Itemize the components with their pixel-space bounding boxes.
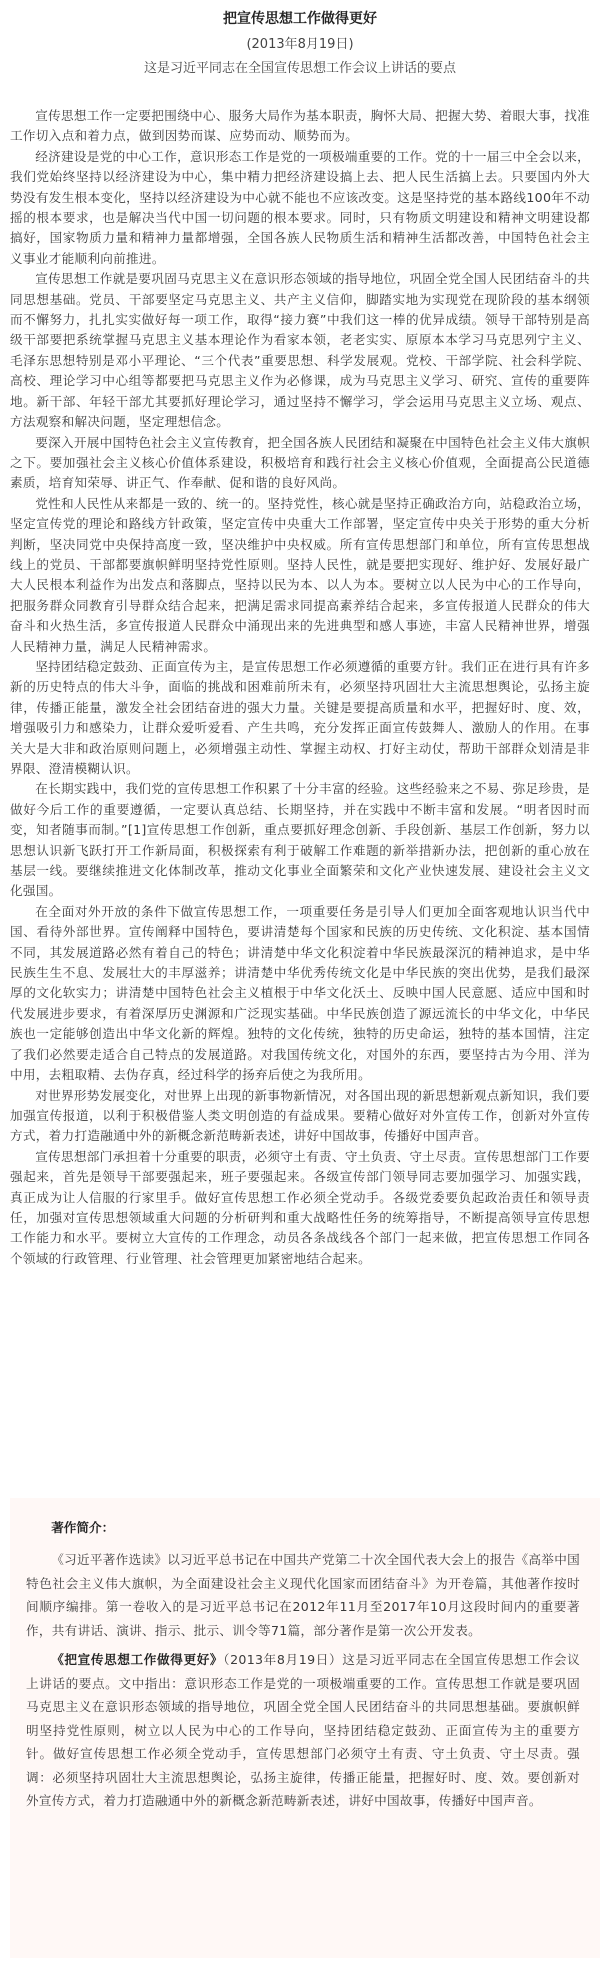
- intro-article-title: 《把宣传思想工作做得更好》: [51, 1652, 224, 1667]
- article-title: 把宣传思想工作做得更好: [223, 11, 377, 27]
- intro-heading: 著作简介：: [51, 1520, 115, 1535]
- article-subtitle: 这是习近平同志在全国宣传思想工作会议上讲话的要点: [143, 61, 456, 76]
- intro-paragraph: [26, 1648, 580, 1813]
- intro-paragraph: 《习近平著作选读》以习近平总书记在中国共产党第二十次全国代表大会上的报告《高举中国特色社会主义伟大旗帜，为全面建设社会主义现代化国家而团结奋斗》为开卷篇，其他著作按时间顺序编排。第一卷收入的是习近平总书记在2012年11月至2017年10月这段时间内的重要著作，共有讲话、演讲、指示、批示、训令等71篇，部分著作是第一次公开发表。: [26, 1552, 580, 1638]
- paragraph: 宣传思想工作就是要巩固马克思主义在意识形态领域的指导地位，巩固全党全国人民团结奋斗的共同思想基础。党员、干部要坚定马克思主义、共产主义信仰，脚踏实地为实现党在现阶段的基本纲领而不懈努力，扎扎实实做好每一项工作，取得“接力赛”中我们这一棒的优异成绩。领导干部特别是高级干部要把系统掌握马克思主义基本理论作为看家本领，老老实实、原原本本学习马克思列宁主义、毛泽东思想特别是邓小平理论、“三个代表”重要思想、科学发展观。党校、干部学院、社会科学院、高校、理论学习中心组等都要把马克思主义作为必修课，成为马克思主义学习、研究、宣传的重要阵地。新干部、年轻干部尤其要抓好理论学习，通过坚持不懈学习，学会运用马克思主义立场、观点、方法观察和解决问题，坚定理想信念。: [10, 271, 590, 430]
- intro-article-summary: （2013年8月19日）这是习近平同志在全国宣传思想工作会议上讲话的要点。文中指出：意识形态工作是党的一项极端重要的工作。宣传思想工作就是要巩固马克思主义在意识形态领域的指导地位，巩固全党全国人民团结奋斗的共同思想基础。要旗帜鲜明坚持党性原则，树立以人民为中心的工作导向，坚持团结稳定鼓劲、正面宣传为主的重要方针。做好宣传思想工作必须全党动手，宣传思想部门必须守土有责、守土负责、守土尽责。强调：必须坚持巩固壮大主流思想舆论，弘扬主旋律，传播正能量，把握好时、度、效。要创新对外宣传方式，着力打造融通中外的新概念新范畴新表述，讲好中国故事，传播好中国声音。: [26, 1652, 580, 1808]
- article-date: (2013年8月19日): [246, 37, 354, 52]
- paragraph: 宣传思想部门承担着十分重要的职责，必须守土有责、守土负责、守土尽责。宣传思想部门工作要强起来，首先是领导干部要强起来，班子要强起来。各级宣传部门领导同志要加强学习、加强实践，真正成为让人信服的行家里手。做好宣传思想工作必须全党动手。各级党委要负起政治责任和领导责任，加强对宣传思想领域重大问题的分析研判和重大战略性任务的统筹指导，不断提高领导宣传思想工作能力和水平。要树立大宣传的工作理念，动员各条战线各个部门一起来做，把宣传思想工作同各个领域的行政管理、行业管理、社会管理更加紧密地结合起来。: [10, 1148, 590, 1266]
- paragraph: 宣传思想工作一定要把围绕中心、服务大局作为基本职责，胸怀大局、把握大势、着眼大事，找准工作切入点和着力点，做到因势而谋、应势而动、顺势而为。: [10, 108, 590, 144]
- paragraph: 坚持团结稳定鼓劲、正面宣传为主，是宣传思想工作必须遵循的重要方针。我们正在进行具有许多新的历史特点的伟大斗争，面临的挑战和困难前所未有，必须坚持巩固壮大主流思想舆论，弘扬主旋律，传播正能量，激发全社会团结奋进的强大力量。关键是要提高质量和水平，把握好时、度、效，增强吸引力和感染力，让群众爱听爱看、产生共鸣，充分发挥正面宣传鼓舞人、激励人的作用。在事关大是大非和政治原则问题上，必须增强主动性、掌握主动权、打好主动仗，帮助干部群众划清是非界限、澄清模糊认识。: [10, 658, 590, 776]
- paragraph: 在全面对外开放的条件下做宣传思想工作，一项重要任务是引导人们更加全面客观地认识当代中国、看待外部世界。宣传阐释中国特色，要讲清楚每个国家和民族的历史传统、文化积淀、基本国情不同，其发展道路必然有着自己的特色；讲清楚中华文化积淀着中华民族最深沉的精神追求，是中华民族生生不息、发展壮大的丰厚滋养；讲清楚中华优秀传统文化是中华民族的突出优势，是我们最深厚的文化软实力；讲清楚中国特色社会主义植根于中华文化沃土、反映中国人民意愿、适应中国和时代发展进步要求，有着深厚历史渊源和广泛现实基础。中华民族创造了源远流长的中华文化，中华民族也一定能够创造出中华文化新的辉煌。独特的文化传统，独特的历史命运，独特的基本国情，注定了我们必然要走适合自己特点的发展道路。对我国传统文化，对国外的东西，要坚持古为今用、洋为中用，去粗取精、去伪存真，经过科学的扬弃后使之为我所用。: [10, 903, 590, 1083]
- paragraph: 经济建设是党的中心工作，意识形态工作是党的一项极端重要的工作。党的十一届三中全会以来，我们党始终坚持以经济建设为中心，集中精力把经济建设搞上去、把人民生活搞上去。只要国内外大势没有发生根本变化，坚持以经济建设为中心就不能也不应该改变。这是坚持党的基本路线100年不动摇的根本要求，也是解决当代中国一切问题的根本要求。同时，只有物质文明建设和精神文明建设都搞好，国家物质力量和精神力量都增强，全国各族人民物质生活和精神生活都改善，中国特色社会主义事业才能顺利向前推进。: [10, 148, 590, 266]
- paragraph: 对世界形势发展变化，对世界上出现的新事物新情况，对各国出现的新思想新观点新知识，我们要加强宣传报道，以利于积极借鉴人类文明创造的有益成果。要精心做好对外宣传工作，创新对外宣传方式，着力打造融通中外的新概念新范畴新表述，讲好中国故事，传播好中国声音。: [10, 1087, 590, 1144]
- paragraph: 要深入开展中国特色社会主义宣传教育，把全国各族人民团结和凝聚在中国特色社会主义伟大旗帜之下。要加强社会主义核心价值体系建设，积极培育和践行社会主义核心价值观，全面提高公民道德素质，培育知荣辱、讲正气、作奉献、促和谐的良好风尚。: [10, 434, 590, 491]
- book-intro-box: [10, 1498, 600, 1958]
- paragraph: 党性和人民性从来都是一致的、统一的。坚持党性，核心就是坚持正确政治方向，站稳政治立场，坚定宣传党的理论和路线方针政策，坚定宣传中央重大工作部署，坚定宣传中央关于形势的重大分析判断，坚决同党中央保持高度一致，坚决维护中央权威。所有宣传思想部门和单位，所有宣传思想战线上的党员、干部都要旗帜鲜明坚持党性原则。坚持人民性，就是要把实现好、维护好、发展好最广大人民根本利益作为出发点和落脚点，坚持以民为本、以人为本。要树立以人民为中心的工作导向，把服务群众同教育引导群众结合起来，把满足需求同提高素养结合起来，多宣传报道人民群众的伟大奋斗和火热生活，多宣传报道人民群众中涌现出来的先进典型和感人事迹，丰富人民精神世界，增强人民精神力量，满足人民精神需求。: [10, 495, 590, 654]
- article-body: [10, 106, 590, 1269]
- paragraph: 在长期实践中，我们党的宣传思想工作积累了十分丰富的经验。这些经验来之不易、弥足珍贵，是做好今后工作的重要遵循，一定要认真总结、长期坚持，并在实践中不断丰富和发展。“明者因时而变，知者随事而制。”[1]宣传思想工作创新，重点要抓好理念创新、手段创新、基层工作创新，努力以思想认识新飞跃打开工作新局面，积极探索有利于破解工作难题的新举措新办法，把创新的重心放在基层一线。要继续推进文化体制改革，推动文化事业全面繁荣和文化产业快速发展、建设社会主义文化强国。: [10, 781, 590, 899]
